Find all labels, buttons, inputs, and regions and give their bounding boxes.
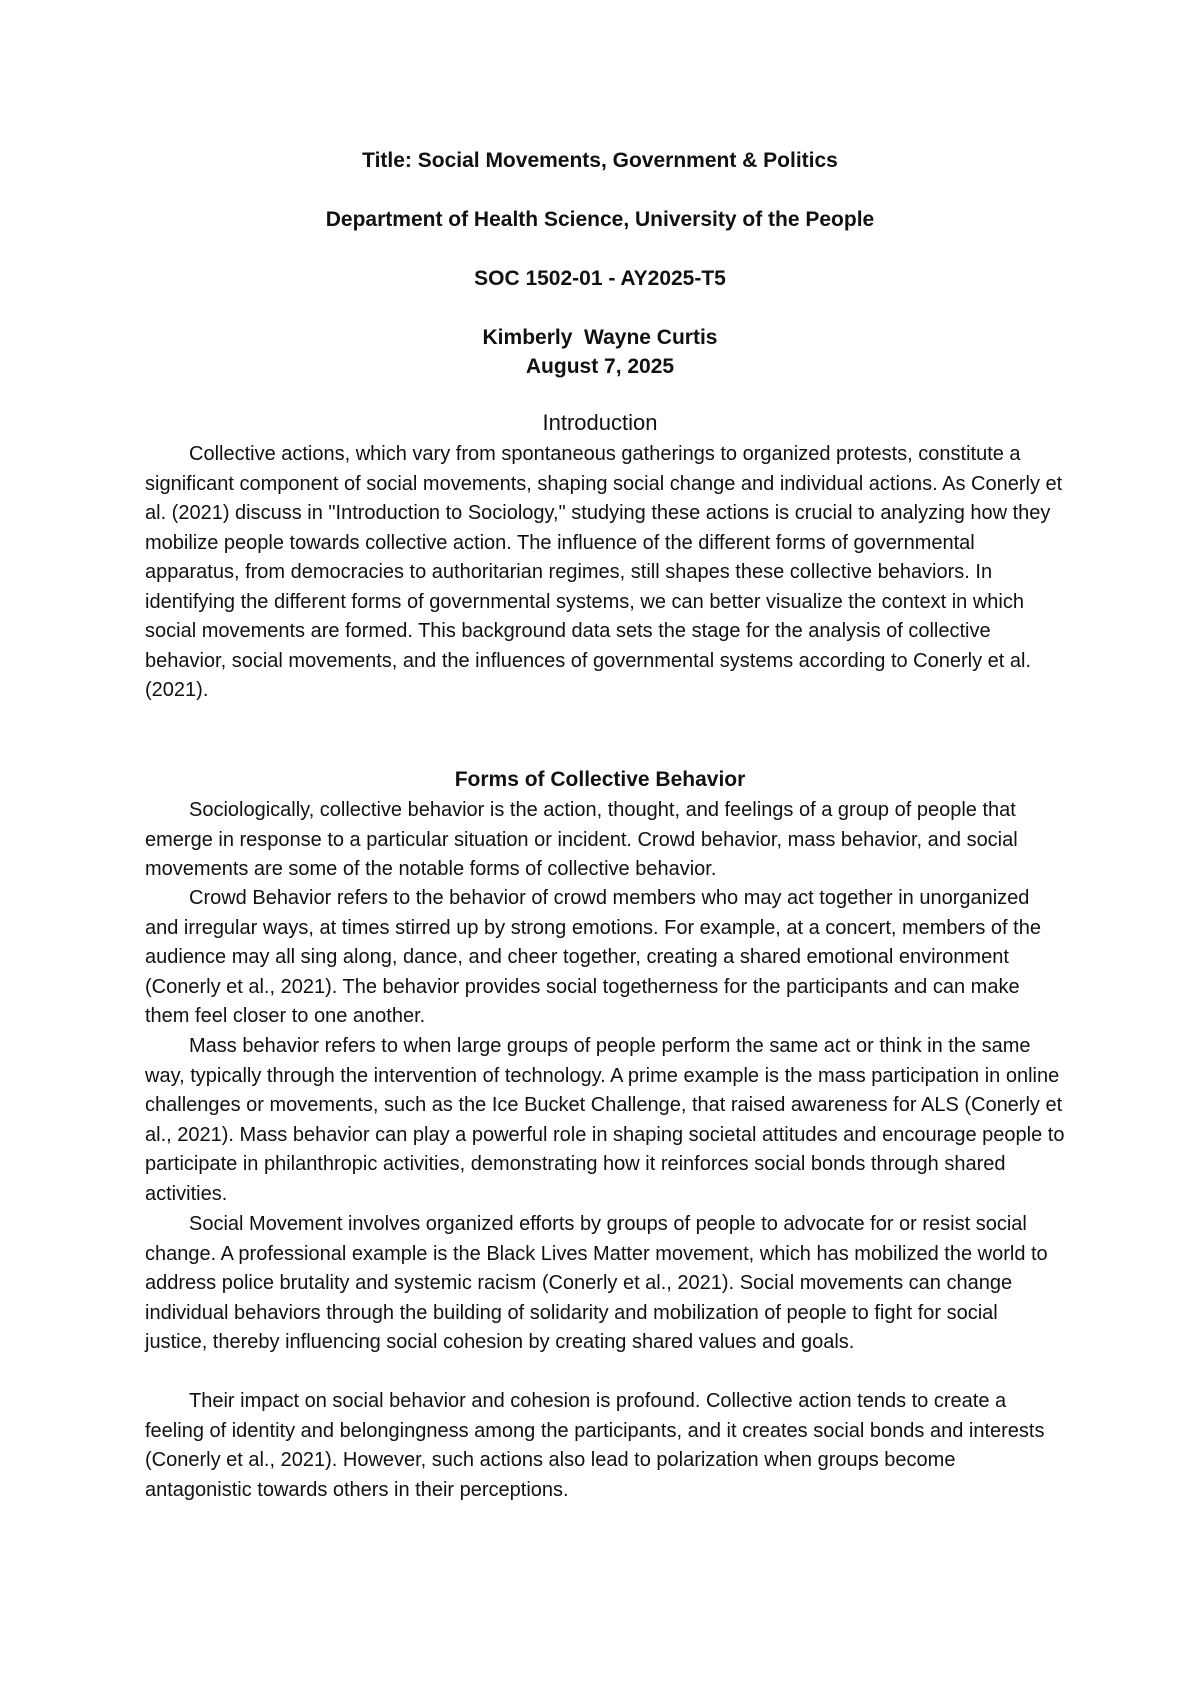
document-date: August 7, 2025 — [525, 355, 675, 378]
introduction-paragraph: Collective actions, which vary from spontaneous gatherings to organized protests, constitute a significant component of social movements, shaping social change and individual actions. As Conerly et al. (2021) discuss in "Introduction to Sociology," studying these actions is crucial to analyzing how they mobilize people towards collective action. The influence of the different forms of governmental apparatus, from democracies to authoritarian regimes, still shapes these collective behaviors. In identifying the different forms of governmental systems, we can better visualize the context in which social movements are formed. This background data sets the stage for the analysis of collective behavior, social movements, and the influences of governmental systems according to Conerly et al. (2021). — [145, 443, 1063, 701]
course-code: SOC 1502-01 - AY2025-T5 — [474, 267, 726, 290]
author-name: Kimberly Wayne Curtis — [482, 326, 718, 349]
forms-paragraph-definition: Sociologically, collective behavior is the action, thought, and feelings of a group of people that emerge in response to a particular situation or incident. Crowd behavior, mass behavior, and social movements are some of the notable forms of collective behavior. — [145, 799, 1018, 880]
document-title: Title: Social Movements, Government & Politics — [362, 149, 838, 172]
forms-paragraph-impact: Their impact on social behavior and cohesion is profound. Collective action tends to create a feeling of identity and belongingness among the participants, and it creates social bonds and interests (Conerly et al., 2021). However, such actions also lead to polarization when groups become antagonistic towards others in their perceptions. — [145, 1390, 1045, 1501]
forms-paragraph-social-movement: Social Movement involves organized efforts by groups of people to advocate for or resist social change. A professional example is the Black Lives Matter movement, which has mobilized the world to address police brutality and systemic racism (Conerly et al., 2021). Social movements can change individual behaviors through the building of solidarity and mobilization of people to fight for social justice, thereby influencing social cohesion by creating shared values and goals. — [145, 1213, 1048, 1353]
forms-heading: Forms of Collective Behavior — [454, 768, 746, 791]
forms-paragraph-mass-behavior: Mass behavior refers to when large groups of people perform the same act or think in the same way, typically through the intervention of technology. A prime example is the mass participation in online challenges or movements, such as the Ice Bucket Challenge, that raised awareness for ALS (Conerly et al., 2021). Mass behavior can play a powerful role in shaping societal attitudes and encourage people to participate in philanthropic activities, demonstrating how it reinforces social bonds through shared activities. — [145, 1035, 1065, 1205]
forms-paragraph-crowd-behavior: Crowd Behavior refers to the behavior of crowd members who may act together in unorganized and irregular ways, at times stirred up by strong emotions. For example, at a concert, members of the audience may all sing along, dance, and cheer together, creating a shared emotional environment (Conerly et al., 2021). The behavior provides social togetherness for the participants and can make them feel closer to one another. — [145, 887, 1041, 1027]
introduction-heading: Introduction — [542, 410, 658, 435]
department-line: Department of Health Science, University of the People — [325, 208, 875, 231]
